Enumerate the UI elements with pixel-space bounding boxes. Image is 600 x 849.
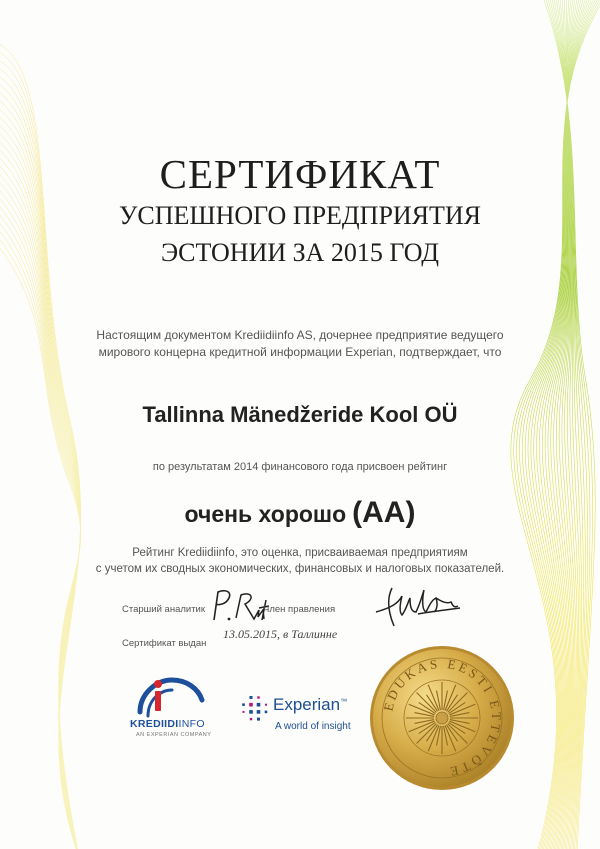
- intro-paragraph: [0, 327, 600, 361]
- krediidiinfo-subtitle: AN EXPERIAN COMPANY: [136, 732, 212, 738]
- explain-paragraph: [0, 545, 600, 577]
- result-text: по результатам 2014 финансового года присвоен рейтинг: [152, 461, 448, 473]
- explain-line2: с учетом их сводных экономических, финансовых и налоговых показателей.: [95, 563, 505, 575]
- analyst-label: Старший аналитик: [122, 604, 206, 615]
- seal-text: EDUKAS EESTI ETTEVÕTE: [380, 655, 505, 780]
- certificate-subtitle-line2: ЭСТОНИИ ЗА 2015 ГОД: [160, 238, 440, 267]
- issued-label: Сертификат выдан: [122, 638, 207, 649]
- company-name: Tallinna Mänedžeride Kool OÜ: [142, 402, 458, 427]
- krediidiinfo-name-bold: KREDIIDI: [130, 718, 179, 730]
- experian-name: [273, 695, 347, 715]
- certificate-subtitle-line1: УСПЕШНОГО ПРЕДПРИЯТИЯ: [118, 201, 482, 230]
- issued-date-place: 13.05.2015, в Таллинне: [223, 627, 338, 641]
- experian-name-text: Experian: [273, 695, 341, 714]
- krediidiinfo-name: [130, 718, 205, 730]
- intro-line2: мирового концерна кредитной информации Experian, подтверждает, что: [98, 345, 502, 359]
- experian-tm: ™: [340, 698, 348, 706]
- intro-line1: Настоящим документом Krediidiinfo AS, дочернее предприятие ведущего: [96, 328, 504, 342]
- rating-code: (AA): [352, 496, 416, 529]
- rating: [0, 496, 600, 530]
- rating-word: очень хорошо: [184, 501, 347, 527]
- experian-mark-icon: [238, 692, 270, 722]
- krediidiinfo-name-thin: INFO: [178, 718, 205, 730]
- experian-tagline: A world of insight: [275, 721, 351, 732]
- board-signature: [372, 582, 464, 630]
- analyst-signature: [208, 586, 270, 626]
- explain-line1: Рейтинг Krediidiinfo, это оценка, присваиваемая предприятиям: [132, 547, 468, 559]
- certificate-title: СЕРТИФИКАТ: [159, 151, 441, 197]
- gold-seal-icon: [368, 643, 516, 793]
- board-label: Член правления: [263, 604, 336, 615]
